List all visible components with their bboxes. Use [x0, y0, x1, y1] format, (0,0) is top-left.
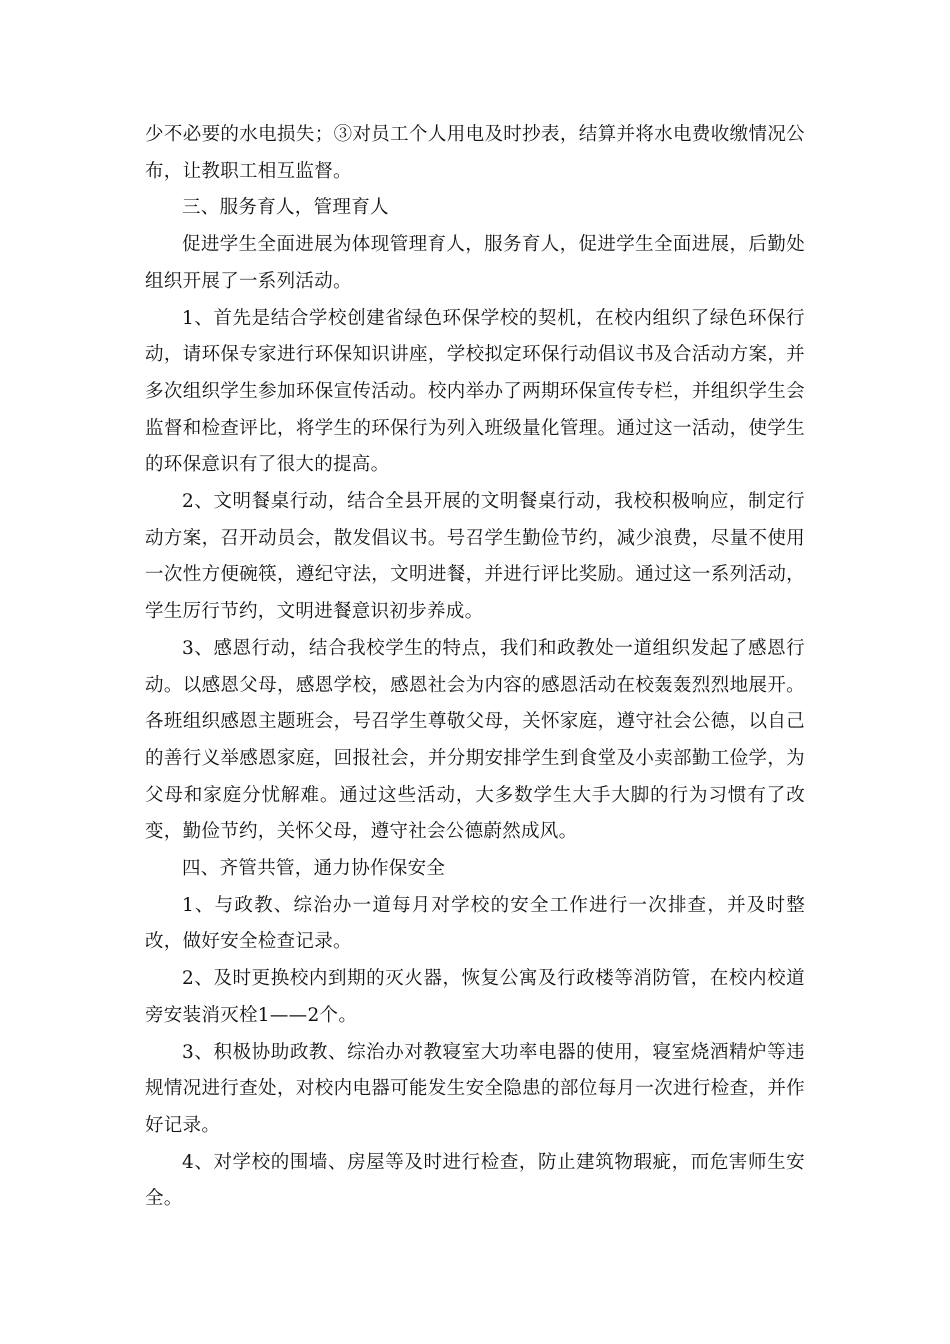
paragraph-fire-equipment: 2、及时更换校内到期的灭火器，恢复公寓及行政楼等消防管，在校内校道旁安装消灭栓1——2个。: [145, 968, 805, 1026]
paragraph-safety-check: 1、与政教、综治办一道每月对学校的安全工作进行一次排查，并及时整改，做好安全检查记录。: [145, 894, 805, 953]
paragraph-gratitude-action: 3、感恩行动，结合我校学生的特点，我们和政教处一道组织发起了感恩行动。以感恩父母，感恩学校，感恩社会为内容的感恩活动在校轰轰烈烈地展开。各班组织感恩主题班会，号召学生尊敬父母，关怀家庭，遵守社会公德，以自己的善行义举感恩家庭，回报社会，并分期安排学生到食堂及小卖部勤工俭学，为父母和家庭分忧解难。通过这些活动，大多数学生大手大脚的行为习惯有了改变，勤俭节约，关怀父母，遵守社会公德蔚然成风。: [145, 637, 805, 843]
section-heading-service: 三、服务育人，管理育人: [182, 197, 389, 219]
document-body: [145, 117, 805, 1218]
paragraph-intro: 促进学生全面进展为体现管理育人，服务育人，促进学生全面进展，后勤处组织开展了一系列活动。: [145, 234, 805, 292]
paragraph-building-check: 4、对学校的围墙、房屋等及时进行检查，防止建筑物瑕疵，而危害师生安全。: [145, 1151, 805, 1210]
paragraph-table-action: 2、文明餐桌行动，结合全县开展的文明餐桌行动，我校积极响应，制定行动方案，召开动员会，散发倡议书。号召学生勤俭节约，减少浪费，尽量不使用一次性方便碗筷，遵纪守法，文明进餐，并进行评比奖励。通过这一系列活动，学生厉行节约，文明进餐意识初步养成。: [145, 491, 805, 623]
section-heading-safety: 四、齐管共管，通力协作保安全: [182, 858, 446, 880]
paragraph-green-action: 1、首先是结合学校创建省绿色环保学校的契机，在校内组织了绿色环保行动，请环保专家进行环保知识讲座，学校拟定环保行动倡议书及合活动方案，并多次组织学生参加环保宣传活动。校内举办了两期环保宣传专栏，并组织学生会监督和检查评比，将学生的环保行为列入班级量化管理。通过这一活动，使学生的环保意识有了很大的提高。: [145, 307, 805, 476]
paragraph-electrical-check: 3、积极协助政教、综治办对教寝室大功率电器的使用，寝室烧酒精炉等违规情况进行查处，对校内电器可能发生安全隐患的部位每月一次进行检查，并作好记录。: [145, 1041, 805, 1136]
paragraph-continuation: 少不必要的水电损失；③对员工个人用电及时抄表，结算并将水电费收缴情况公布，让教职工相互监督。: [145, 124, 805, 182]
